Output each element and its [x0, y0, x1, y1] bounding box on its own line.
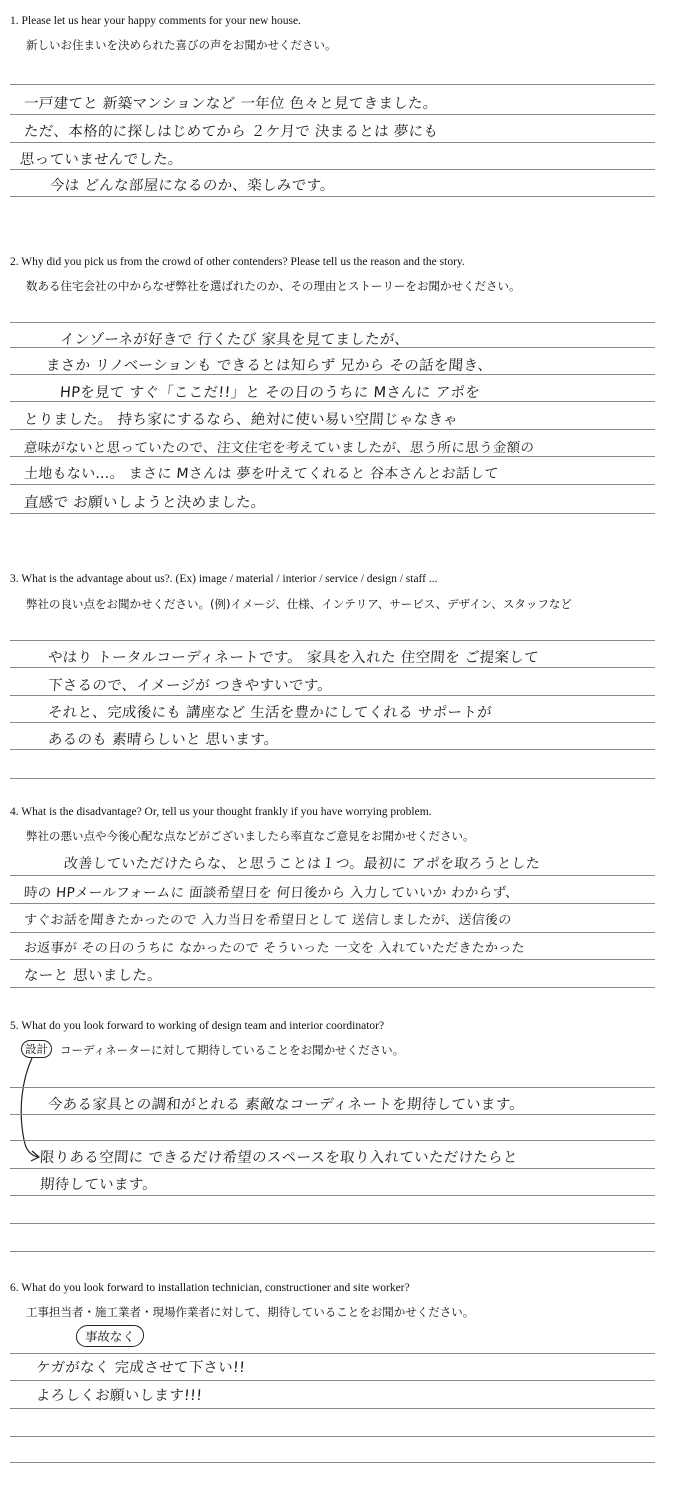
answer-line — [10, 1114, 655, 1115]
handwritten-answer-line: 意味がないと思っていたので、注文住宅を考えていましたが、思う所に思う金額の — [23, 440, 535, 456]
answer-line — [10, 1436, 655, 1437]
question-5-japanese: コーディネーターに対して期待していることをお聞かせください。 — [60, 1043, 405, 1057]
circled-note-design: 設計 — [21, 1040, 52, 1058]
handwritten-answer-line: 思っていませんでした。 — [19, 152, 184, 168]
handwritten-answer-line: ただ、本格的に探しはじめてから ２ケ月で 決まるとは 夢にも — [23, 124, 439, 140]
question-1-japanese: 新しいお住まいを決められた喜びの声をお聞かせください。 — [26, 38, 337, 52]
question-6-english: 6. What do you look forward to installation technician, constructioner and site worker? — [10, 1282, 410, 1294]
handwritten-answer-line: すぐお話を聞きたかったので 入力当日を希望日として 送信しましたが、送信後の — [23, 913, 513, 928]
handwritten-answer-line: 今ある家具との調和がとれる 素敵なコーディネートを期待しています。 — [47, 1097, 525, 1113]
answer-line — [10, 1462, 655, 1463]
answer-line — [10, 1140, 655, 1141]
handwritten-answer-line: 限りある空間に できるだけ希望のスペースを取り入れていただけたらと — [39, 1150, 519, 1166]
handwritten-answer-line: よろしくお願いします!!! — [35, 1388, 203, 1404]
answer-line — [10, 1223, 655, 1224]
question-5-english: 5. What do you look forward to working of design team and interior coordinator? — [10, 1020, 385, 1032]
handwritten-answer-line: 今は どんな部屋になるのか、楽しみです。 — [49, 178, 336, 194]
handwritten-answer-line: 一戸建てと 新築マンションなど 一年位 色々と見てきました。 — [23, 96, 439, 112]
handwritten-answer-line: 土地もない…。 まさに Mさんは 夢を叶えてくれると 谷本さんとお話して — [23, 466, 500, 482]
question-4-english: 4. What is the disadvantage? Or, tell us your thought frankly if you have worrying problem. — [10, 806, 432, 818]
answer-line — [10, 1251, 655, 1252]
question-6-japanese: 工事担当者・施工業者・現場作業者に対して、期待していることをお聞かせください。 — [26, 1305, 475, 1319]
handwritten-answer-line: インゾーネが好きで 行くたび 家具を見てましたが、 — [59, 332, 410, 348]
answer-line — [10, 1168, 655, 1169]
answer-line — [10, 1087, 655, 1088]
handwritten-answer-line: 改善していただけたらな、と思うことは１つ。最初に アポを取ろうとした — [63, 856, 541, 872]
handwritten-answer-line: 下さるので、イメージが つきやすいです。 — [47, 678, 333, 694]
answer-line — [10, 1195, 655, 1196]
circled-note-no-accidents: 事故なく — [75, 1325, 145, 1347]
question-3-japanese: 弊社の良い点をお聞かせください。(例)イメージ、仕様、インテリア、サービス、デザイン、スタッフなど — [26, 597, 572, 611]
handwritten-answer-line: あるのも 素晴らしいと 思います。 — [47, 732, 280, 748]
handwritten-answer-line: なーと 思いました。 — [23, 968, 163, 984]
answer-line — [10, 1353, 655, 1354]
handwritten-answer-line: やはり トータルコーディネートです。 家具を入れた 住空間を ご提案して — [47, 650, 540, 666]
handwritten-answer-line: 直感で お願いしようと決めました。 — [23, 495, 267, 511]
handwritten-answer-line: それと、完成後にも 講座など 生活を豊かにしてくれる サポートが — [47, 705, 493, 721]
handwritten-answer-line: お返事が その日のうちに なかったので そういった 一文を 入れていただきたかった — [23, 941, 526, 956]
handwritten-answer-line: とりました。 持ち家にするなら、絶対に使い易い空間じゃなきゃ — [23, 412, 459, 428]
question-3-english: 3. What is the advantage about us?. (Ex) image / material / interior / service / design / staff ... — [10, 573, 438, 585]
handwritten-answer-line: まさか リノベーションも できるとは知らず 兄から その話を聞き、 — [45, 358, 493, 374]
question-2-japanese: 数ある住宅会社の中からなぜ弊社を選ばれたのか、その理由とストーリーをお聞かせください。 — [26, 279, 521, 293]
handwritten-answer-line: 時の HPメールフォームに 面談希望日を 何日後から 入力していいか わからず、 — [23, 885, 520, 901]
answer-line — [10, 1380, 655, 1381]
handwritten-answer-line: 期待しています。 — [39, 1177, 158, 1193]
question-4-japanese: 弊社の悪い点や今後心配な点などがございましたら率直なご意見をお聞かせください。 — [26, 829, 475, 843]
handwritten-answer-line: HPを見て すぐ「ここだ!!」と その日のうちに Mさんに アポを — [59, 385, 481, 401]
answer-line — [10, 1408, 655, 1409]
question-1-english: 1. Please let us hear your happy comments for your new house. — [10, 15, 301, 27]
handwritten-answer-line: ケガがなく 完成させて下さい!! — [35, 1360, 246, 1376]
question-2-english: 2. Why did you pick us from the crowd of other contenders? Please tell us the reason and the story. — [10, 256, 465, 268]
